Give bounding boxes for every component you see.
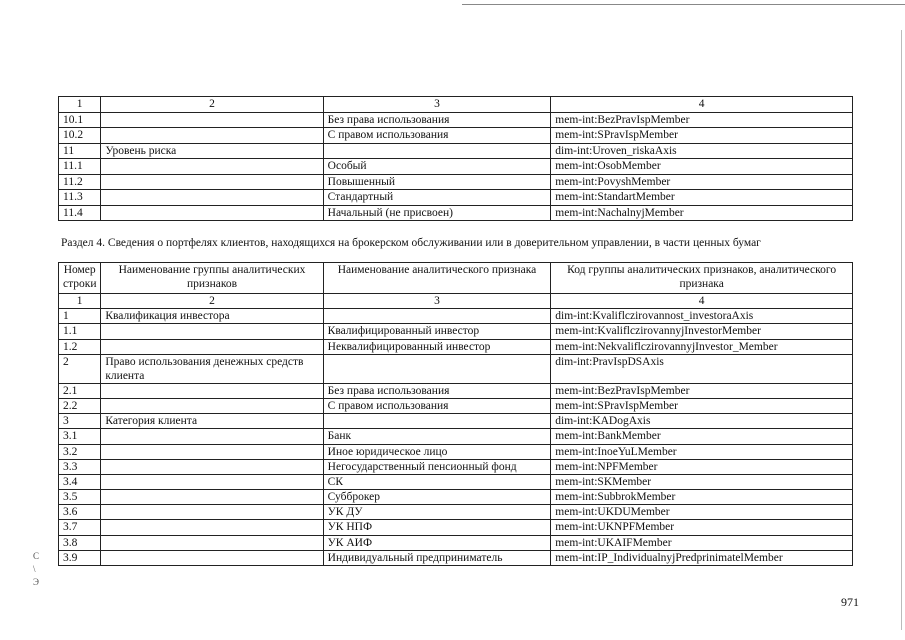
column-number-cell: 3 [323, 294, 551, 309]
code-cell: mem-int:BezPravIspMember [551, 383, 853, 398]
row-number-cell: 11.1 [59, 159, 101, 175]
table-row [59, 339, 853, 354]
code-cell: mem-int:NPFMember [551, 459, 853, 474]
column-number-cell: 2 [101, 97, 323, 113]
feature-name-cell: Индивидуальный предприниматель [323, 550, 551, 565]
feature-name-cell: УК НПФ [323, 520, 551, 535]
group-name-cell: Категория клиента [101, 414, 323, 429]
table-row [59, 383, 853, 398]
table-row [59, 535, 853, 550]
table-row [59, 414, 853, 429]
row-number-cell: 10.1 [59, 112, 101, 128]
table2-body [59, 263, 853, 566]
feature-name-cell: Начальный (не присвоен) [323, 205, 551, 221]
row-number-cell: 3.2 [59, 444, 101, 459]
group-name-cell [101, 205, 323, 221]
row-number-cell: 2.2 [59, 398, 101, 413]
table-row [59, 128, 853, 144]
table-row [59, 354, 853, 383]
group-name-cell [101, 339, 323, 354]
code-cell: mem-int:UKAIFMember [551, 535, 853, 550]
group-name-cell: Квалификация инвестора [101, 309, 323, 324]
code-cell: dim-int:KADogAxis [551, 414, 853, 429]
code-cell: mem-int:BezPravIspMember [551, 112, 853, 128]
table-row [59, 159, 853, 175]
row-number-cell: 1 [59, 309, 101, 324]
table-row [59, 505, 853, 520]
code-cell: dim-int:Kvaliflczirovannost_investoraAxis [551, 309, 853, 324]
code-cell: mem-int:SKMember [551, 474, 853, 489]
group-name-cell [101, 128, 323, 144]
column-number-cell: 3 [323, 97, 551, 113]
group-name-cell [101, 159, 323, 175]
code-cell: mem-int:SPravIspMember [551, 128, 853, 144]
table-row [59, 550, 853, 565]
table-row [59, 520, 853, 535]
feature-name-cell: Без права использования [323, 112, 551, 128]
row-number-cell: 1.2 [59, 339, 101, 354]
row-number-cell: 10.2 [59, 128, 101, 144]
table1-body [59, 97, 853, 221]
code-cell: mem-int:NekvaliflczirovannyjInvestor_Member [551, 339, 853, 354]
row-number-cell: 3.7 [59, 520, 101, 535]
feature-name-cell: УК ДУ [323, 505, 551, 520]
group-name-cell [101, 112, 323, 128]
table-row [59, 459, 853, 474]
group-name-cell [101, 550, 323, 565]
row-number-cell: 3.9 [59, 550, 101, 565]
section-title: Раздел 4. Сведения о портфелях клиентов, находящихся на брокерском обслуживании или в доверительном управлении, в части ценных бумаг [61, 237, 761, 249]
column-number-cell: 4 [551, 294, 853, 309]
group-name-cell [101, 398, 323, 413]
row-number-cell: 11.3 [59, 190, 101, 206]
feature-name-cell: Стандартный [323, 190, 551, 206]
feature-name-cell: Банк [323, 429, 551, 444]
code-cell: mem-int:SubbrokMember [551, 490, 853, 505]
feature-name-cell: С правом использования [323, 128, 551, 144]
table-row [59, 112, 853, 128]
row-number-cell: 3 [59, 414, 101, 429]
feature-name-cell: Квалифицированный инвестор [323, 324, 551, 339]
analytic-features-table-continued [58, 96, 853, 221]
table-row [59, 398, 853, 413]
row-number-cell: 11.4 [59, 205, 101, 221]
code-cell: mem-int:PovyshMember [551, 174, 853, 190]
table-row [59, 309, 853, 324]
row-number-cell: 11.2 [59, 174, 101, 190]
feature-name-cell: С правом использования [323, 398, 551, 413]
row-number-cell: 11 [59, 143, 101, 159]
page-number: 971 [841, 595, 859, 609]
table-row [59, 490, 853, 505]
feature-name-cell [323, 414, 551, 429]
column-header-feature-name: Наименование аналитического признака [323, 263, 551, 294]
column-numbering-row [59, 294, 853, 309]
group-name-cell: Право использования денежных средств клиента [101, 354, 323, 383]
table-row [59, 429, 853, 444]
group-name-cell [101, 535, 323, 550]
code-cell: mem-int:KvaliflczirovannyjInvestorMember [551, 324, 853, 339]
code-cell: mem-int:OsobMember [551, 159, 853, 175]
row-number-cell: 3.3 [59, 459, 101, 474]
table-row [59, 143, 853, 159]
column-number-cell: 4 [551, 97, 853, 113]
code-cell: mem-int:InoeYuLMember [551, 444, 853, 459]
table-row [59, 205, 853, 221]
table-row [59, 444, 853, 459]
code-cell: mem-int:BankMember [551, 429, 853, 444]
column-header-row-number: Номер строки [59, 263, 101, 294]
code-cell: mem-int:StandartMember [551, 190, 853, 206]
group-name-cell [101, 459, 323, 474]
feature-name-cell: Негосударственный пенсионный фонд [323, 459, 551, 474]
table-row [59, 474, 853, 489]
column-header-group-name: Наименование группы аналитических признаков [101, 263, 323, 294]
code-cell: mem-int:NachalnyjMember [551, 205, 853, 221]
feature-name-cell: УК АИФ [323, 535, 551, 550]
feature-name-cell [323, 354, 551, 383]
row-number-cell: 3.4 [59, 474, 101, 489]
margin-mark: \ [33, 564, 36, 574]
code-cell: mem-int:SPravIspMember [551, 398, 853, 413]
group-name-cell [101, 444, 323, 459]
table-row [59, 324, 853, 339]
row-number-cell: 2 [59, 354, 101, 383]
row-number-cell: 2.1 [59, 383, 101, 398]
table-row [59, 190, 853, 206]
feature-name-cell: Повышенный [323, 174, 551, 190]
row-number-cell: 3.6 [59, 505, 101, 520]
group-name-cell [101, 490, 323, 505]
code-cell: mem-int:UKNPFMember [551, 520, 853, 535]
right-scan-rule [901, 30, 902, 630]
group-name-cell [101, 383, 323, 398]
column-number-cell: 1 [59, 294, 101, 309]
group-name-cell [101, 324, 323, 339]
row-number-cell: 1.1 [59, 324, 101, 339]
feature-name-cell [323, 143, 551, 159]
table-column-headers [59, 263, 853, 294]
client-portfolio-table [58, 262, 853, 566]
feature-name-cell: Субброкер [323, 490, 551, 505]
feature-name-cell: Иное юридическое лицо [323, 444, 551, 459]
margin-mark: Э [33, 577, 39, 587]
table-row [59, 174, 853, 190]
group-name-cell [101, 429, 323, 444]
group-name-cell [101, 520, 323, 535]
row-number-cell: 3.1 [59, 429, 101, 444]
top-scan-rule [462, 4, 905, 5]
column-number-cell: 2 [101, 294, 323, 309]
feature-name-cell: Неквалифицированный инвестор [323, 339, 551, 354]
code-cell: dim-int:Uroven_riskaAxis [551, 143, 853, 159]
group-name-cell: Уровень риска [101, 143, 323, 159]
row-number-cell: 3.8 [59, 535, 101, 550]
row-number-cell: 3.5 [59, 490, 101, 505]
column-number-cell: 1 [59, 97, 101, 113]
code-cell: mem-int:IP_IndividualnyjPredprinimatelMember [551, 550, 853, 565]
group-name-cell [101, 474, 323, 489]
code-cell: mem-int:UKDUMember [551, 505, 853, 520]
feature-name-cell: Особый [323, 159, 551, 175]
group-name-cell [101, 190, 323, 206]
feature-name-cell: СК [323, 474, 551, 489]
group-name-cell [101, 505, 323, 520]
group-name-cell [101, 174, 323, 190]
margin-mark: С [33, 551, 40, 561]
feature-name-cell: Без права использования [323, 383, 551, 398]
table-header-row [59, 97, 853, 113]
code-cell: dim-int:PravIspDSAxis [551, 354, 853, 383]
column-header-code: Код группы аналитических признаков, аналитического признака [551, 263, 853, 294]
feature-name-cell [323, 309, 551, 324]
